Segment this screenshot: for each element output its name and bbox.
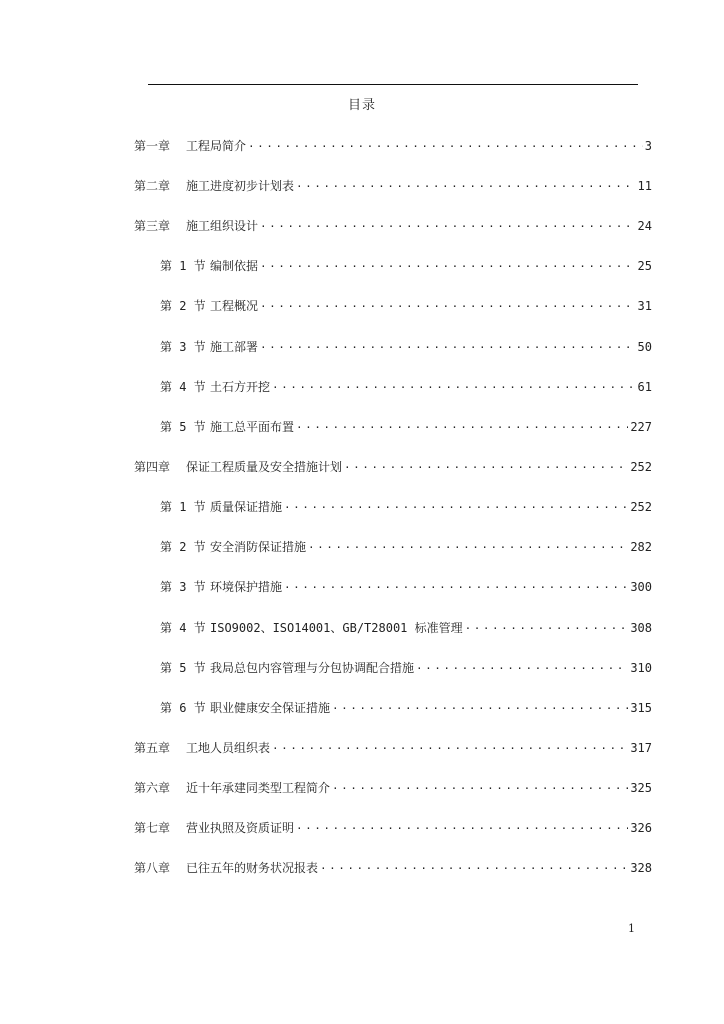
toc-entry-number: 第 1 节	[160, 500, 206, 514]
toc-entry-number: 第二章	[134, 179, 171, 193]
toc-entry-number: 第 3 节	[160, 340, 206, 354]
toc-entry-page: 310	[630, 661, 652, 675]
toc-entry-page: 25	[637, 259, 652, 273]
toc-entry-number: 第 4 节	[160, 621, 206, 635]
dot-leader	[284, 579, 628, 591]
toc-entry[interactable]	[160, 700, 652, 716]
toc-entry-label: 编制依据	[210, 259, 259, 273]
toc-entry-label: 工程概况	[210, 299, 259, 313]
dot-leader	[248, 138, 643, 150]
toc-entry-label: 环境保护措施	[210, 580, 283, 594]
toc-entry-label: 施工部署	[210, 340, 259, 354]
dot-leader	[332, 700, 628, 712]
toc-title: 目录	[347, 98, 376, 113]
toc-entry[interactable]	[160, 258, 652, 274]
dot-leader	[272, 379, 636, 391]
toc-entry-number: 第四章	[134, 460, 171, 474]
toc-entry-number: 第八章	[134, 861, 171, 875]
toc-entry[interactable]	[134, 459, 652, 475]
toc-entry-page: 50	[637, 340, 652, 354]
toc-entry-page: 282	[630, 540, 652, 554]
toc-entry-label: 我局总包内容管理与分包协调配合措施	[210, 661, 415, 675]
toc-entry-page: 315	[630, 701, 652, 715]
toc-entry[interactable]	[160, 339, 652, 355]
toc-entry[interactable]	[160, 620, 652, 636]
toc-entry-number: 第一章	[134, 139, 171, 153]
toc-entry-number: 第 4 节	[160, 380, 206, 394]
toc-entry-page: 252	[630, 460, 652, 474]
dot-leader	[260, 258, 636, 270]
dot-leader	[296, 419, 628, 431]
toc-entry-page: 227	[630, 420, 652, 434]
toc-entry-number: 第 3 节	[160, 580, 206, 594]
toc-entry[interactable]	[160, 379, 652, 395]
toc-entry-label: 保证工程质量及安全措施计划	[186, 460, 343, 474]
toc-entry-number: 第三章	[134, 219, 171, 233]
dot-leader	[332, 780, 628, 792]
toc-entry[interactable]	[134, 860, 652, 876]
toc-entry[interactable]	[160, 419, 652, 435]
toc-entry[interactable]	[160, 579, 652, 595]
toc-entry-page: 61	[637, 380, 652, 394]
toc-entry-label: ISO9002、ISO14001、GB/T28001 标准管理	[210, 621, 463, 635]
toc-entry-page: 325	[630, 781, 652, 795]
toc-entry[interactable]	[160, 660, 652, 676]
toc-entry-label: 土石方开挖	[210, 380, 271, 394]
toc-entry-label: 职业健康安全保证措施	[210, 701, 331, 715]
toc-entry-page: 24	[637, 219, 652, 233]
dot-leader	[416, 660, 628, 672]
toc-entry-label: 施工组织设计	[186, 219, 259, 233]
toc-entry-page: 300	[630, 580, 652, 594]
toc-entry-label: 近十年承建同类型工程简介	[186, 781, 331, 795]
toc-entry[interactable]	[160, 539, 652, 555]
toc-entry-label: 施工总平面布置	[210, 420, 295, 434]
toc-entry[interactable]	[134, 218, 652, 234]
dot-leader	[260, 298, 636, 310]
toc-entry-page: 3	[644, 139, 652, 153]
dot-leader	[284, 499, 628, 511]
toc-entry[interactable]	[160, 499, 652, 515]
toc-entry[interactable]	[134, 780, 652, 796]
toc-entry-number: 第 5 节	[160, 420, 206, 434]
dot-leader	[296, 820, 628, 832]
toc-entry-label: 施工进度初步计划表	[186, 179, 295, 193]
toc-entry-page: 328	[630, 861, 652, 875]
toc-entry[interactable]	[160, 298, 652, 314]
toc-entry-label: 安全消防保证措施	[210, 540, 307, 554]
dot-leader	[344, 459, 628, 471]
dot-leader	[465, 620, 629, 632]
toc-entry[interactable]	[134, 138, 652, 154]
toc-entry-label: 工程局简介	[186, 139, 247, 153]
toc-entry[interactable]	[134, 178, 652, 194]
toc-entry-number: 第 1 节	[160, 259, 206, 273]
toc-entry-label: 营业执照及资质证明	[186, 821, 295, 835]
toc-entry-page: 308	[630, 621, 652, 635]
dot-leader	[320, 860, 628, 872]
toc-entry-page: 317	[630, 741, 652, 755]
toc-entry-number: 第五章	[134, 741, 171, 755]
toc-entry-page: 31	[637, 299, 652, 313]
toc-entry-label: 质量保证措施	[210, 500, 283, 514]
toc-entry-number: 第 2 节	[160, 299, 206, 313]
dot-leader	[308, 539, 628, 551]
toc-entry[interactable]	[134, 820, 652, 836]
toc-entry-page: 11	[637, 179, 652, 193]
toc-entry-label: 工地人员组织表	[186, 741, 271, 755]
toc-entry-page: 326	[630, 821, 652, 835]
page-number: 1	[628, 922, 635, 935]
dot-leader	[272, 740, 628, 752]
toc-entry-label: 已往五年的财务状况报表	[186, 861, 319, 875]
toc-entry[interactable]	[134, 740, 652, 756]
dot-leader	[296, 178, 636, 190]
toc-entry-number: 第 6 节	[160, 701, 206, 715]
toc-entry-number: 第 2 节	[160, 540, 206, 554]
dot-leader	[260, 218, 636, 230]
dot-leader	[260, 339, 636, 351]
toc-entry-number: 第 5 节	[160, 661, 206, 675]
toc-entry-number: 第七章	[134, 821, 171, 835]
toc-entry-page: 252	[630, 500, 652, 514]
toc-entry-number: 第六章	[134, 781, 171, 795]
